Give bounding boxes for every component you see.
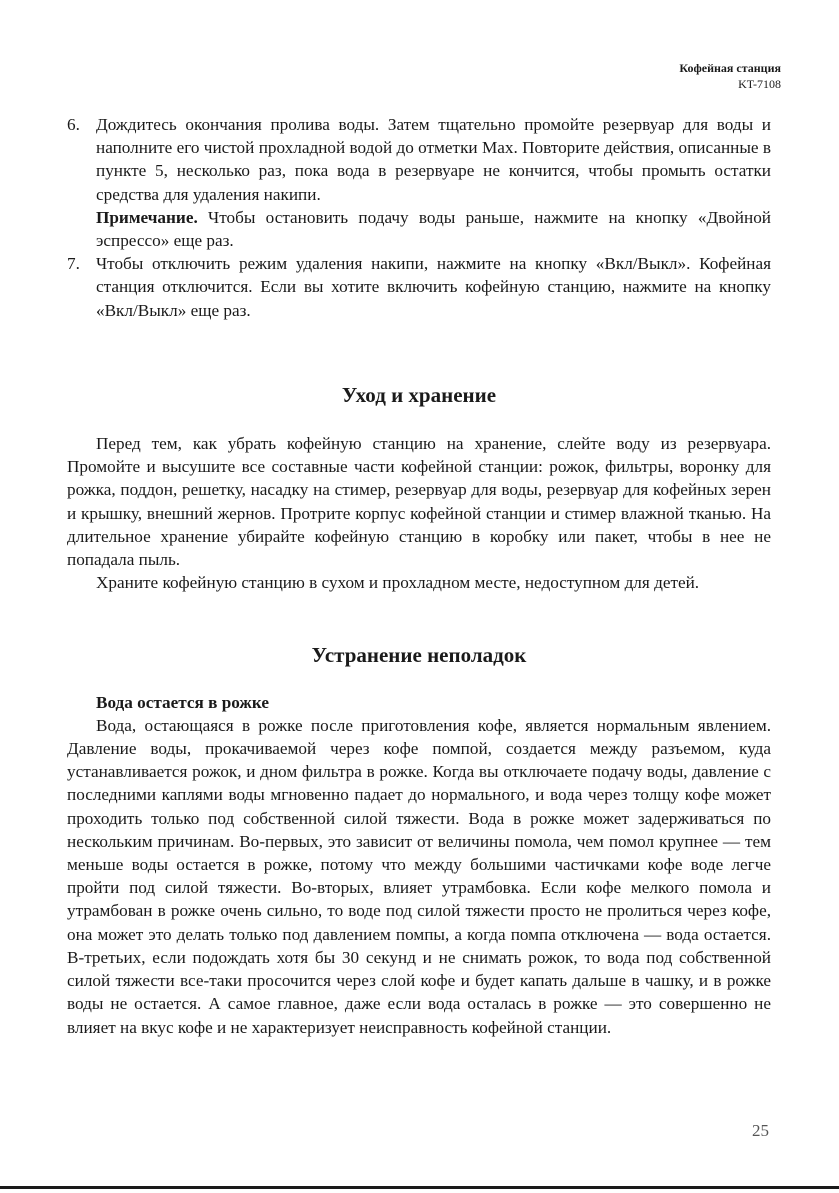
troubleshooting-paragraph: Вода, остающаяся в рожке после приготовления кофе, является нормальным явлением. Давление воды, прокачиваемой через кофе помпой, создается между разъемом, куда устанавливается рожок, и дном фильтра в рожке. Когда вы отключаете подачу воды, давление с последними каплями воды мгновенно падает до нормального, и вода через толщу кофе может проходить только под собственной силой тяжести. Вода в рожке может задерживаться по нескольким причинам. Во-первых, это зависит от величины помола, чем помол крупнее — тем меньше воды остается в рожке, потому что между большими частичками кофе воде легче пройти под силой тяжести. Во-вторых, влияет утрамбовка. Если кофе мелкого помола и утрамбован в рожке очень сильно, то воде под силой тяжести просто не пролиться через кофе, она может это делать только под давлением помпы, а когда помпа отключена — вода остается. В-третьих, если подождать хотя бы 30 секунд и не снимать рожок, то вода под собственной силой тяжести все-таки просочится через слой кофе и будет капать дальше в чашку, и в рожке воды не остается. А самое главное, даже если вода осталась в рожке — это совершенно не влияет на вкус кофе и не характеризует неисправность кофейной станции. — [67, 715, 771, 1037]
header-brand: Кофейная станция — [679, 61, 781, 75]
troubleshooting-subtitle: Вода остается в рожке — [96, 692, 269, 712]
step-number: 6. — [67, 115, 80, 134]
step-note — [96, 206, 771, 252]
care-section-title: Уход и хранение — [341, 382, 497, 407]
bottom-divider — [0, 1186, 839, 1189]
page-content — [67, 113, 771, 1039]
step-text: Дождитесь окончания пролива воды. Затем тщательно промойте резервуар для воды и наполните его чистой прохладной водой до отметки Max. Повторите действия, описанные в пункте 5, несколько раз, пока вода в резервуаре не кончится, чтобы промыть остатки средства для удаления накипи. — [96, 115, 771, 204]
note-label: Примечание. — [96, 207, 198, 227]
running-header — [679, 60, 781, 92]
care-paragraph-2: Храните кофейную станцию в сухом и прохладном месте, недоступном для детей. — [96, 573, 700, 593]
care-paragraph-1: Перед тем, как убрать кофейную станцию на хранение, слейте воду из резервуара. Промойте и высушите все составные части кофейной станции: рожок, фильтры, воронку для рожка, поддон, решетку, насадку на стимер, резервуар для воды, резервуар для кофейных зерен и крышку, внешний жернов. Протрите корпус кофейной станции и стимер влажной тканью. На длительное хранение убирайте кофейную станцию в коробку или пакет, чтобы в нее не попадала пыль. — [67, 434, 771, 570]
step-6 — [67, 113, 771, 252]
troubleshooting-section-title: Устранение неполадок — [311, 643, 527, 668]
page-number: 25 — [752, 1121, 769, 1140]
note-text: Чтобы остановить подачу воды раньше, нажмите на кнопку «Двойной эспрессо» еще раз. — [96, 207, 771, 251]
step-7 — [67, 252, 771, 322]
header-model: KT-7108 — [738, 77, 781, 91]
step-number: 7. — [67, 254, 80, 274]
step-text: Чтобы отключить режим удаления накипи, нажмите на кнопку «Вкл/Выкл». Кофейная станция отключится. Если вы хотите включить кофейную станцию, нажмите на кнопку «Вкл/Выкл» еще раз. — [96, 254, 771, 320]
